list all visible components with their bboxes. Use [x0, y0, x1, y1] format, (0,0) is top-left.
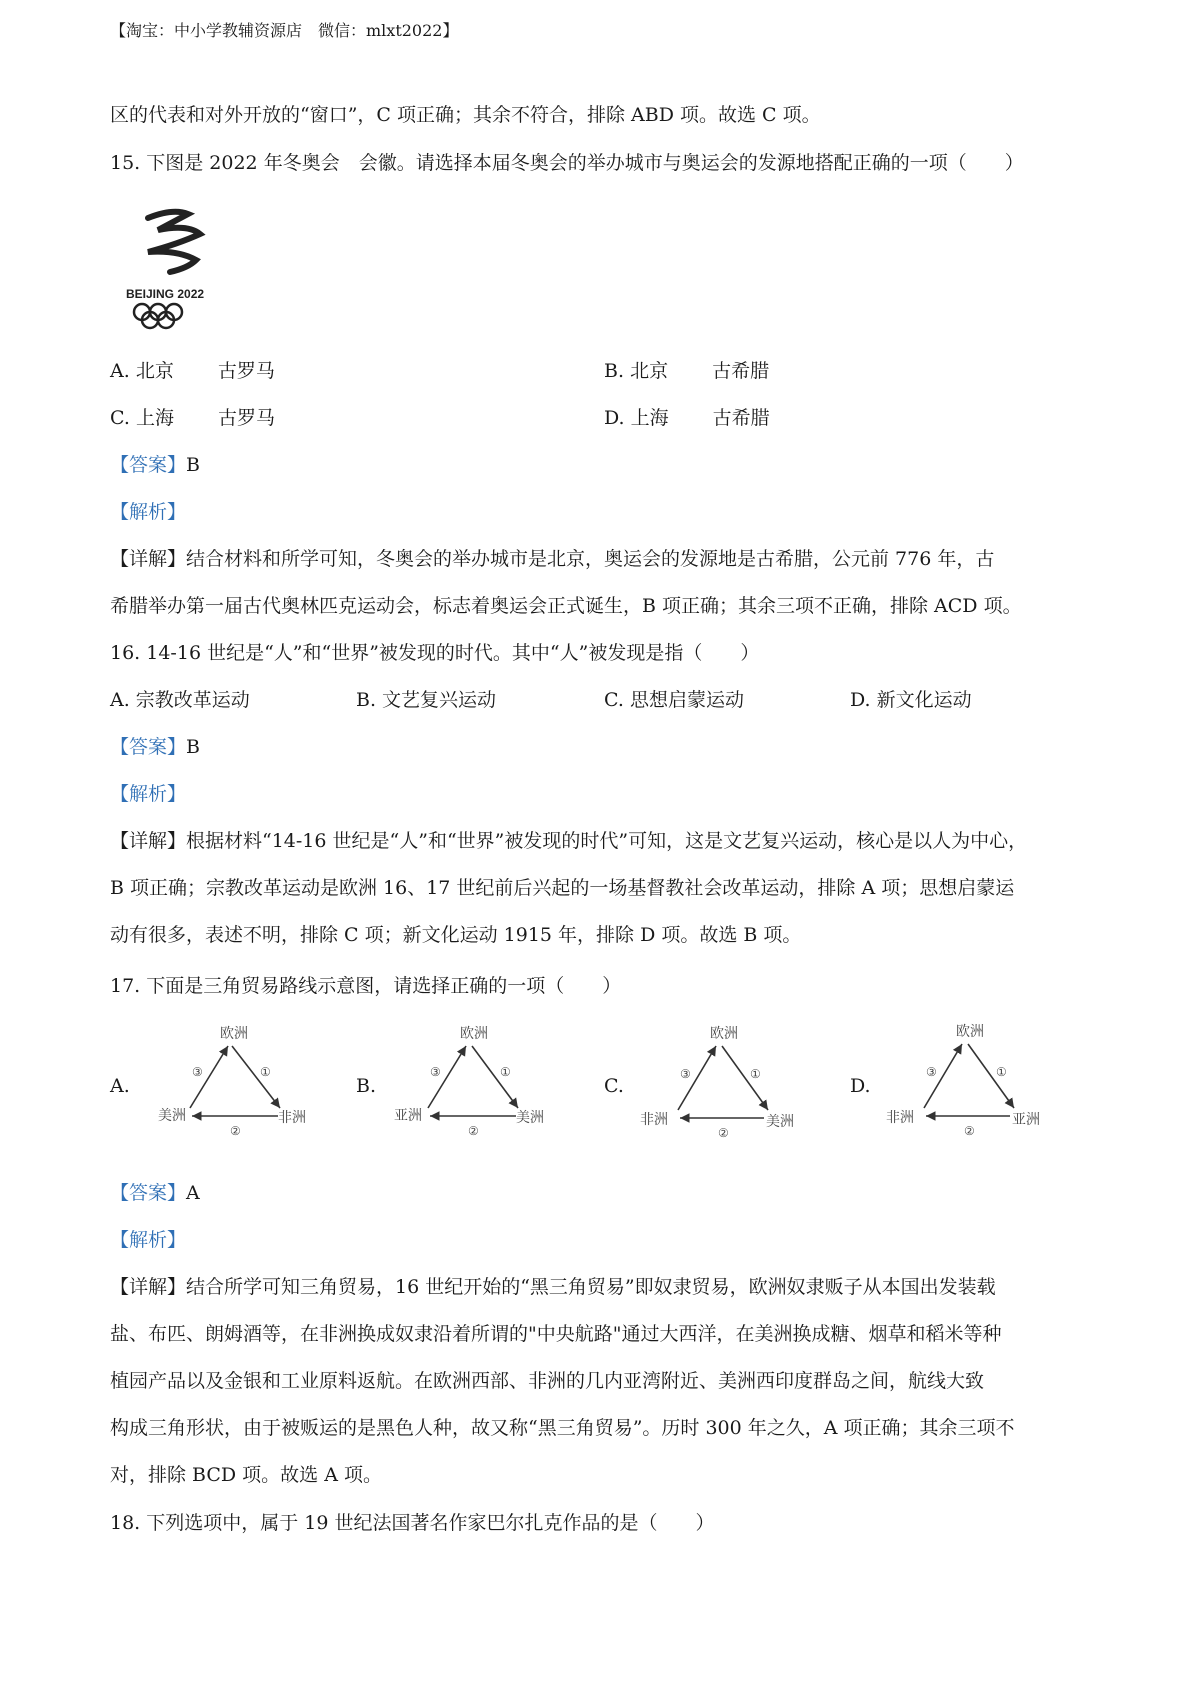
q15-stem: 15. 下图是 2022 年冬奥会 会徽。请选择本届冬奥会的举办城市与奥运会的发源地搭配正确的一项（ ） [110, 152, 1024, 174]
svg-text:非洲: 非洲 [278, 1110, 306, 1126]
q15-detail-line-1: 【详解】结合材料和所学可知，冬奥会的举办城市是北京，奥运会的发源地是古希腊，公元前 776 年，古 [110, 548, 995, 570]
q17-answer: 【答案】A [110, 1182, 200, 1204]
svg-text:欧洲: 欧洲 [220, 1026, 248, 1042]
svg-text:③: ③ [192, 1065, 203, 1079]
svg-text:美洲: 美洲 [158, 1108, 186, 1124]
svg-text:①: ① [260, 1065, 271, 1079]
q16-detail-line-1: 【详解】根据材料“14-16 世纪是“人”和“世界”被发现的时代”可知，这是文艺复兴运动，核心是以人为中心， [110, 830, 1028, 852]
q18-stem: 18. 下列选项中，属于 19 世纪法国著名作家巴尔扎克作品的是（ ） [110, 1512, 715, 1534]
svg-text:①: ① [750, 1067, 761, 1081]
q16-answer: 【答案】B [110, 736, 200, 758]
q17-stem: 17. 下面是三角贸易路线示意图，请选择正确的一项（ ） [110, 975, 622, 997]
svg-text:亚洲: 亚洲 [394, 1108, 422, 1124]
svg-text:①: ① [500, 1065, 511, 1079]
emblem-text: BEIJING 2022 [126, 287, 205, 301]
svg-text:美洲: 美洲 [516, 1110, 544, 1126]
beijing-2022-emblem [118, 200, 238, 330]
triangle-diagram-d [886, 1020, 1046, 1140]
svg-text:美洲: 美洲 [766, 1114, 794, 1130]
svg-text:非洲: 非洲 [886, 1110, 914, 1126]
q16-option-c: C. 思想启蒙运动 [604, 689, 744, 711]
q17-detail-line-5: 对，排除 BCD 项。故选 A 项。 [110, 1464, 382, 1486]
q16-option-d: D. 新文化运动 [850, 689, 972, 711]
q17-detail-line-1: 【详解】结合所学可知三角贸易，16 世纪开始的“黑三角贸易”即奴隶贸易，欧洲奴隶贩子从本国出发装载 [110, 1276, 996, 1298]
q15-option-d: D. 上海 古希腊 [604, 407, 770, 429]
triangle-diagram-b [390, 1020, 550, 1140]
svg-text:②: ② [964, 1124, 975, 1138]
triangle-diagram-a [150, 1020, 310, 1140]
page-header: 【淘宝：中小学教辅资源店 微信：mlxt2022】 [110, 21, 459, 40]
svg-text:非洲: 非洲 [640, 1112, 668, 1128]
svg-text:欧洲: 欧洲 [460, 1026, 488, 1042]
q17-analysis-tag: 【解析】 [110, 1229, 187, 1251]
svg-text:③: ③ [926, 1065, 937, 1079]
q16-option-a: A. 宗教改革运动 [110, 689, 250, 711]
q16-detail-line-3: 动有很多，表述不明，排除 C 项；新文化运动 1915 年，排除 D 项。故选 B 项。 [110, 924, 802, 946]
q15-analysis-tag: 【解析】 [110, 501, 187, 523]
q15-answer: 【答案】B [110, 454, 200, 476]
q17-detail-line-4: 构成三角形状，由于被贩运的是黑色人种，故又称“黑三角贸易”。历时 300 年之久，A 项正确；其余三项不 [110, 1417, 1015, 1439]
q15-option-b: B. 北京 古希腊 [604, 360, 770, 382]
q17-option-a-letter: A. [110, 1075, 130, 1097]
q16-option-b: B. 文艺复兴运动 [356, 689, 497, 711]
q17-option-c-letter: C. [604, 1075, 624, 1097]
svg-text:欧洲: 欧洲 [710, 1026, 738, 1042]
svg-text:亚洲: 亚洲 [1012, 1112, 1040, 1128]
q15-option-a: A. 北京 古罗马 [110, 360, 275, 382]
triangle-diagram-c [640, 1020, 800, 1140]
q17-option-b-letter: B. [356, 1075, 377, 1097]
q17-detail-line-3: 植园产品以及金银和工业原料返航。在欧洲西部、非洲的几内亚湾附近、美洲西印度群岛之间，航线大致 [110, 1370, 985, 1392]
svg-text:欧洲: 欧洲 [956, 1024, 984, 1040]
prev-answer-tail: 区的代表和对外开放的“窗口”，C 项正确；其余不符合，排除 ABD 项。故选 C 项。 [110, 104, 821, 126]
q16-detail-line-2: B 项正确；宗教改革运动是欧洲 16、17 世纪前后兴起的一场基督教社会改革运动，排除 A 项；思想启蒙运 [110, 877, 1015, 899]
q16-analysis-tag: 【解析】 [110, 783, 187, 805]
q17-detail-line-2: 盐、布匹、朗姆酒等，在非洲换成奴隶沿着所谓的"中央航路"通过大西洋，在美洲换成糖、烟草和稻米等种 [110, 1323, 1002, 1345]
svg-text:③: ③ [680, 1067, 691, 1081]
svg-text:③: ③ [430, 1065, 441, 1079]
q15-detail-line-2: 希腊举办第一届古代奥林匹克运动会，标志着奥运会正式诞生，B 项正确；其余三项不正确，排除 ACD 项。 [110, 595, 1022, 617]
svg-text:②: ② [718, 1126, 729, 1140]
q15-option-c: C. 上海 古罗马 [110, 407, 275, 429]
q16-stem: 16. 14-16 世纪是“人”和“世界”被发现的时代。其中“人”被发现是指（ ） [110, 642, 760, 664]
q17-option-d-letter: D. [850, 1075, 871, 1097]
svg-text:①: ① [996, 1065, 1007, 1079]
svg-text:②: ② [230, 1124, 241, 1138]
svg-text:②: ② [468, 1124, 479, 1138]
